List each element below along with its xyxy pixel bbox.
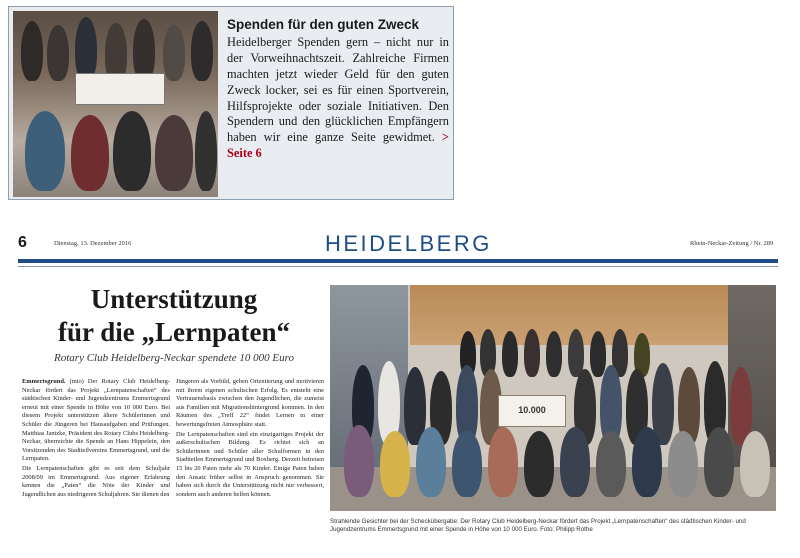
person-figure (668, 431, 698, 497)
person-figure (524, 329, 540, 377)
paragraph (22, 378, 170, 464)
person-figure (740, 431, 770, 497)
paragraph (176, 431, 324, 500)
person-figure (596, 431, 626, 497)
check-amount: 10.000 (518, 405, 546, 415)
person-figure (488, 427, 518, 497)
teaser-body: Heidelberger Spenden gern – nicht nur in der Vorweihnachtszeit. Zahlreiche Firmen machten jetzt wieder Geld für den guten Zweck locker, sei es für einen Sportverein, Hilfsprojekte oder soziale Initiativen. Den Spendern und den glücklichen Empfängern haben wir eine ganze Seite gewidmet. (227, 34, 449, 145)
group-photo (330, 285, 776, 511)
paragraph (22, 465, 170, 499)
teaser-text (227, 17, 449, 162)
article-column-1 (22, 378, 170, 500)
person-figure (524, 431, 554, 497)
person-figure (75, 17, 97, 81)
article-column-2 (176, 378, 324, 500)
header-date: Dienstag, 13. Dezember 2016 (54, 240, 132, 247)
dateline: Emmertsgrund. (22, 378, 66, 385)
paragraph-text: Die Lernpatenschaften sind ein einzigartiges Projekt der außerschulischen Bildung. Es richtet sich an Schülerinnen und Schüler aller Schulformen in den Stadtteilen Emmertsgrund und Boxberg. Derzeit betreuen 15 bis 20 Paten mehr als 70 Kinder. Einige Paten haben den Ansatz früher selbst in Anspruch genommen. Sie haben sich durch die Unterstützung nicht nur verbessert, sondern auch anderen helfen können. (176, 430, 324, 498)
section-title: HEIDELBERG (325, 231, 492, 256)
person-figure (191, 21, 213, 81)
person-figure (416, 427, 446, 497)
person-figure (632, 427, 662, 497)
paragraph-text: Jüngeren als Vorbild, geben Orientierung und motivieren mit ihrem eigenen schulischen Erfolg. Es entsteht eine Vertrauensbasis zwischen den Jugendlichen, die zumeist aus Familien mit Migrationshintergrund kommen. In den Räumen des „Treff 22“ findet Lernen in einer bewertungsfreien Atmosphäre statt. (176, 378, 324, 428)
person-figure (344, 425, 374, 497)
teaser-page-link[interactable]: > Seite 6 (227, 130, 449, 161)
newspaper-name: Rhein-Neckar-Zeitung / Nr. 289 (690, 240, 774, 247)
teaser-photo (13, 11, 218, 197)
person-figure (21, 21, 43, 81)
person-figure (380, 431, 410, 497)
person-figure (25, 111, 65, 191)
person-figure (113, 111, 151, 191)
photo-caption: Strahlende Gesichter bei der Scheckübergabe: Der Rotary Club Heidelberg-Neckar fördert das Projekt „Lernpatenschaften“ des städtischen Kinder- und Jugendzentrums Emmertsgrund mit einer Spende in Höhe von 10 000 Euro. Foto: Philipp Rothe (330, 518, 746, 534)
person-figure (452, 431, 482, 497)
person-figure (704, 427, 734, 497)
person-figure (71, 115, 109, 191)
headline-line-2: für die „Lernpaten“ (57, 317, 290, 347)
teaser-title: Spenden für den guten Zweck (227, 17, 420, 32)
person-figure (47, 25, 69, 81)
paragraph-text: Die Lernpatenschaften gibt es seit dem Schuljahr 2008/09 im Emmertsgrund. Aus eigener Erfahrung kennen die „Paten“ die Nöte der Kinder und Jugendlichen aus niedrigeren Schuljahren. Sie dienen den (22, 464, 170, 498)
article-subhead: Rotary Club Heidelberg-Neckar spendete 10 000 Euro (54, 352, 294, 364)
person-figure (502, 331, 518, 377)
person-figure (163, 25, 185, 81)
paragraph (176, 378, 324, 430)
person-figure (590, 331, 606, 377)
donation-check (498, 395, 566, 427)
headline-line-1: Unterstützung (90, 284, 258, 314)
person-figure (546, 331, 562, 377)
header-rule-thin (18, 266, 778, 267)
paragraph-text: (mio) Der Rotary Club Heidelberg-Neckar fördert das Projekt „Lernpatenschaften“ des städtischen Kinder- und Jugendzentrums Emmertsgrund erneut mit einer Spende in Höhe von 10 000 Euro. Bei diesem Projekt unterstützen ältere Schülerinnen und Schüler die Jüngeren bei Hausaufgaben und Prüfungen. Matthias Jantzke, Präsident des Rotary Clubs Heidelberg-Neckar, überreichte die Spende an Hans Hippelein, den Vorsitzenden des Stadtteilvereins Emmertsgrund, und die Lernpaten. (22, 378, 170, 463)
teaser-box (8, 6, 454, 200)
page-number: 6 (18, 234, 27, 251)
person-figure (133, 19, 155, 81)
person-figure (560, 427, 590, 497)
article-headline (24, 283, 324, 349)
header-rule (18, 259, 778, 263)
person-figure (195, 111, 217, 191)
person-figure (155, 115, 193, 191)
